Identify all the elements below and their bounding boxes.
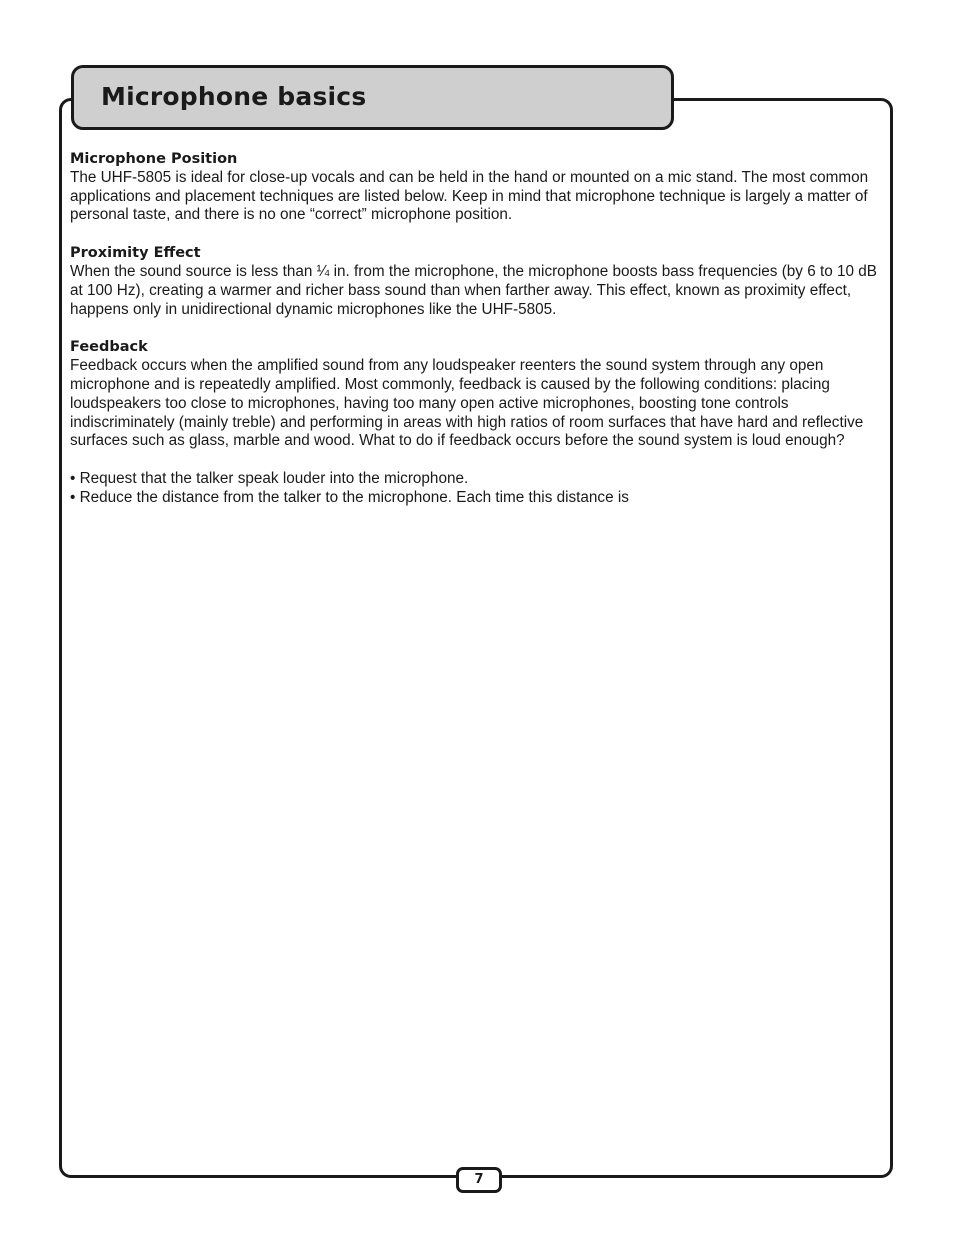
page-title: Microphone basics <box>101 82 367 111</box>
title-tab <box>71 65 674 130</box>
section-proximity-effect <box>70 244 888 319</box>
section-microphone-position <box>70 150 888 225</box>
section-body: When the sound source is less than ¼ in. from the microphone, the microphone boosts bass frequencies (by 6 to 10 dB at 100 Hz), creating a warmer and richer bass sound than when farther away. This effect, known as proximity effect, happens only in unidirectional dynamic microphones like the UHF-5805. <box>70 262 877 318</box>
page-content <box>70 150 888 508</box>
section-heading: Microphone Position <box>70 151 238 167</box>
section-heading: Proximity Effect <box>70 245 201 262</box>
section-feedback <box>70 338 888 451</box>
section-heading: Feedback <box>70 339 148 356</box>
section-body: Feedback occurs when the amplified sound from any loudspeaker reenters the sound system through any open microphone and is repeatedly amplified. Most commonly, feedback is caused by the following conditions: placing loudspeakers too close to microphones, having too many open active microphones, boosting tone controls indiscriminately (mainly treble) and performing in areas with high ratios of room surfaces that have hard and reflective surfaces such as glass, marble and wood. What to do if feedback occurs before the sound system is loud enough? <box>70 357 864 450</box>
section-body: The UHF-5805 is ideal for close-up vocals and can be held in the hand or mounted on a mic stand. The most common applications and placement techniques are listed below. Keep in mind that microphone technique is largely a matter of personal taste, and there is no one “correct” microphone position. <box>70 168 869 224</box>
feedback-tips-list <box>70 470 888 508</box>
page-number: 7 <box>456 1167 502 1193</box>
list-item: • Reduce the distance from the talker to the microphone. Each time this distance is <box>70 488 629 506</box>
list-item: • Request that the talker speak louder into the microphone. <box>70 470 469 488</box>
